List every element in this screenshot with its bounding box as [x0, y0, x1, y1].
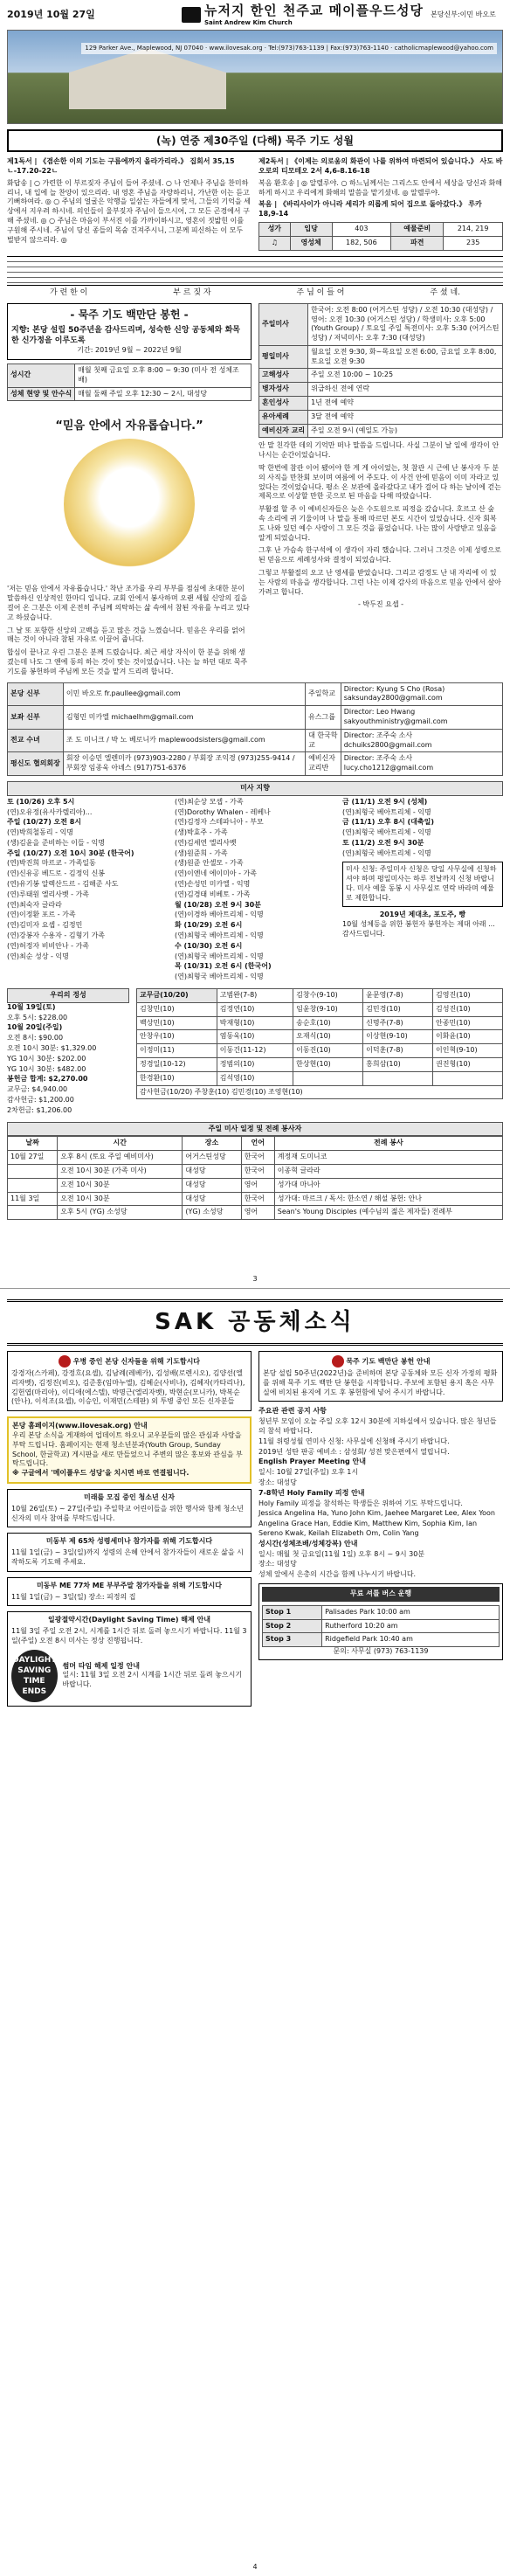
entrance-label: 입당: [290, 222, 332, 236]
servers-cell: 성가대: 마르크 / 독서: 한소연 / 해설 봉헌: 안나: [274, 1192, 502, 1206]
donor-cell: 이화윤(10): [433, 1030, 503, 1044]
servers-cell: 대성당: [183, 1165, 241, 1179]
notice-line: 장소: 대성당: [258, 1478, 297, 1487]
intention-item: (연)최형국 베아트리체 - 익명: [175, 973, 264, 981]
intention-item: (연)최형국 베아트리체 - 익명: [342, 807, 431, 816]
staff-info-4b: Director: 조주숙 소사 lucy.cho1212@gmail.com: [341, 752, 502, 776]
entrance-value: 403: [332, 222, 391, 236]
communion-label: 영성체: [290, 236, 332, 250]
middle-right: [258, 303, 503, 677]
finance-line: YG 10시 30분: $202.00: [7, 1054, 86, 1063]
middle-section: [7, 303, 503, 677]
mass-intentions-title: 미사 지향: [7, 781, 503, 796]
finance-section: [7, 988, 503, 1117]
servers-cell: 오후 8시 (토요 주일 예비미사): [58, 1151, 183, 1165]
donor-cell: 백상민(10): [137, 1016, 217, 1030]
intention-item: 수 (10/30) 오전 6시: [175, 941, 243, 950]
donor-cell: 신명주(7-8): [363, 1016, 433, 1030]
servers-cell: [8, 1178, 58, 1192]
notice-line: 일시: 10월 27일(주일) 오후 1시: [258, 1468, 359, 1477]
recessional-label: 파견: [391, 236, 444, 250]
servers-col: 언어: [241, 1137, 274, 1151]
donor-cell: 이동진(10): [293, 1044, 363, 1058]
donor-cell: 정범의(10): [217, 1058, 293, 1072]
servers-cell: (YG) 소성당: [183, 1206, 241, 1220]
finance-line: 2차헌금: $1,206.00: [7, 1105, 72, 1114]
church-logo-icon: [182, 7, 201, 23]
intention-item: (연)신유공 베드로 - 김정익 신봉: [7, 869, 106, 878]
notice-line: 성체 앞에서 은총의 시간을 함께 나누시기 바랍니다.: [258, 1570, 417, 1579]
finance-line: 봉헌금 합계: $2,270.00: [7, 1075, 88, 1084]
donor-cell: 정경일(10-12): [137, 1058, 217, 1072]
intention-item: (연)최숙자 글라라: [7, 900, 62, 909]
mass-times-table: [258, 303, 503, 439]
intention-item: 주일 (10/27) 오전 8시: [7, 818, 82, 827]
bus-stop-info: Palisades Park 10:00 am: [322, 1605, 500, 1619]
finance-line: 오전 8시: $90.00: [7, 1034, 64, 1042]
bulletin-page-back: [0, 1288, 510, 2576]
donor-cell: 한상현(10): [293, 1058, 363, 1072]
donor-cell: 김민경(10): [363, 1002, 433, 1016]
shuttle-bus-box: [258, 1583, 503, 1660]
staff-role-1b: 주일학교: [306, 682, 341, 706]
intention-item: (생)김윤을 준비하는 이들 - 익명: [7, 838, 106, 847]
servers-cell: 한국어: [241, 1151, 274, 1165]
notice-line: Jessica Angelina Ha, Yuno John Kim, Jaehee Margaret Lee, Alex Yoon: [258, 1509, 495, 1518]
staff-role-2b: 유스그룹: [306, 706, 341, 730]
bulletin-date: 2019년 10월 27일: [7, 8, 95, 20]
intention-item: (연)김세연 엘리사벳: [175, 838, 237, 847]
notice-line: Holy Family 피정을 참석하는 학생들은 위하여 기도 부탁드립니다.: [258, 1499, 463, 1507]
me-title: 미동부 ME 77차 ME 부부주말 참가자들을 위해 기도합시다: [36, 1581, 223, 1589]
staff-info-1b: Director: Kyung S Cho (Rosa) saksunday2800@gmail.com: [341, 682, 502, 706]
staff-role-4b: 예비신자 교리반: [306, 752, 341, 776]
mass-label-1: 주일미사: [259, 303, 308, 345]
staff-info-2b: Director: Leo Hwang sakyouthministry@gmail.com: [341, 706, 502, 730]
intention-item: (생)원쥰 안셀모 - 가족: [175, 859, 244, 868]
daylight-body: 11월 3일 주일 오전 2시, 시계를 1시간 뒤로 돌려 놓으시기 바랍니다. 11월 3일(주일) 오전 8시 미사는 정상 진행됩니다.: [11, 1627, 247, 1645]
shuttle-bus-contact: 문의: 사무실 (973) 763-1139: [333, 1647, 429, 1656]
news-left: [7, 1351, 252, 1712]
rosary-prayer-box: [7, 303, 252, 360]
mass-label-3: 고해성사: [259, 369, 308, 383]
intention-item: 화 (10/29) 오전 6시: [175, 921, 243, 930]
readings-right: [258, 157, 503, 250]
million-rosary-body: 본당 설립 50주년(2022년)을 준비하며 본당 공동체와 모든 신자 가정의 평화를 위해 묵주 기도 백만 단 봉헌을 시작합니다. 주보에 포함된 용지 혹은 사무실에 비치된 용지에 기도 후 봉헌함에 넣어 주시기 바랍니다.: [263, 1369, 498, 1396]
donor-cell: 권진형(10): [433, 1058, 503, 1072]
donor-cell: 송순호(10): [293, 1016, 363, 1030]
intentions-col-2: [175, 798, 335, 983]
servers-col: 날짜: [8, 1137, 58, 1151]
intention-item: (연)이엔네 에이미아 - 가족: [175, 869, 258, 878]
intention-item: (연)손성민 미카엘 - 익명: [175, 880, 251, 889]
website-body: 우리 본당 소식을 게재하여 업데이트 하오니 교우분들의 많은 관심과 사랑을 부탁 드립니다. 홈페이지는 현재 청소년분과(Youth Group, Sunday School, 한글학교) 게시판을 새로 만들었으니 주변의 많은 홍보와 관심을 부탁드립니다.: [12, 1431, 243, 1468]
servers-table: [7, 1136, 503, 1220]
servers-col: 전례 봉사: [274, 1137, 502, 1151]
daylight-row: [11, 1650, 247, 1702]
donor-cell: 김성진(10): [433, 1002, 503, 1016]
church-name-en: Saint Andrew Kim Church: [204, 19, 293, 27]
rosary-intention: 지향: 본당 설립 50주년을 감사드리며, 성숙한 신앙 공동체와 화목한 신가정을 이루도록: [11, 325, 240, 346]
church-building-image: [69, 48, 226, 109]
mass-value-2: 월요일 오전 9:30, 화~목요일 오전 6:00, 금요일 오후 8:00, 토요일 오전 9:30: [308, 345, 503, 369]
shuttle-bus-table: [262, 1605, 500, 1647]
donor-cell: 김창민(10): [137, 1002, 217, 1016]
donor-cell: 안종민(10): [433, 1016, 503, 1030]
adoration-label-1: 성시간: [8, 364, 75, 387]
intention-item: (연)Dorothy Whalen - 레베나: [175, 807, 271, 816]
staff-role-3: 전교 수녀: [8, 729, 64, 752]
notice-line: 일시: 매월 첫 금요일(11월 1일) 오후 8시 ~ 9시 30분: [258, 1549, 425, 1558]
servers-cell: 영어: [241, 1178, 274, 1192]
me-body: 11월 1일(금) ~ 3일(일) 장소: 피정의 집: [11, 1592, 136, 1601]
bus-stop: Stop 1: [263, 1605, 322, 1619]
donor-cell: 이상현(9-10): [363, 1030, 433, 1044]
donor-cell: 김석영(10): [217, 1071, 293, 1085]
notice-line: English Prayer Meeting 안내: [258, 1458, 366, 1466]
servers-cell: 오전 10시 30분: [58, 1178, 183, 1192]
homily-para-1: '저는 믿음 안에서 자유롭습니다.' 착난 조가를 우리 부부를 점심에 초대한 분이 말씀하신 인상적인 한마디 입니다. 교회 안에서 봉사하며 오랜 세월 신앙의 길을 걸어 온 그분은 이제 온전히 주님께 의탁하는 삶 속에서 참된 자유를 누리고 있다고 하셨습니다.: [7, 585, 250, 621]
staff-role-2: 보좌 신부: [8, 706, 64, 730]
finance-line: 감사헌금: $1,200.00: [7, 1096, 74, 1104]
servers-cell: 오전 10시 30분: [58, 1192, 183, 1206]
donor-cell: 김정연(10): [217, 1002, 293, 1016]
homily-right-4: 그후 난 가슴속 한구석에 이 생각이 자리 했습니다. 그러니 그것은 이제 성령으로 된 믿음으로 세례성사와 결정이 되었습니다.: [258, 546, 501, 564]
donor-cell: 홍희삼(10): [363, 1058, 433, 1072]
news-right: [258, 1351, 503, 1712]
servers-cell: 한국어: [241, 1192, 274, 1206]
donor-cell: 안창우(10): [137, 1030, 217, 1044]
finance-line: 10월 19일(토): [7, 1002, 56, 1011]
communion-value: 182, 506: [332, 236, 391, 250]
intention-item: (연)이정환 포르 - 가족: [7, 911, 76, 919]
intention-item: (연)박희철동리 - 익명: [7, 828, 74, 837]
youth-notice: [7, 1489, 252, 1527]
rosary-period: 기간: 2019년 9월 ~ 2022년 9월: [77, 346, 182, 355]
intention-item: (연)김경태 비베토 - 가족: [175, 890, 251, 898]
seminar-title: 미동부 제 65차 성령세미나 참가자를 위해 기도합시다: [45, 1537, 213, 1546]
intention-item: (생)원쥰희 - 가족: [175, 848, 228, 857]
youth-title: 미래를 모집 중인 청소년 신자: [84, 1493, 175, 1502]
homily-para-2: 그 날 또 포항한 신앙의 고백을 듣고 많은 것을 느꼈습니다. 믿음은 우리를 얽어매는 것이 아니라 참된 자유로 이끌어 줍니다.: [7, 626, 245, 644]
website-note: ※ 구글에서 '메이플우드 성당'을 치시면 바로 연결됩니다.: [12, 1469, 190, 1478]
right-notices: [258, 1407, 503, 1580]
intention-item: (연)최형국 베아트리체 - 익명: [342, 828, 431, 837]
sick-prayer-title: 우병 중인 본당 신자들을 위해 기도합시다: [11, 1355, 247, 1368]
intention-item: (연)강봉자 수용자 - 김형기 가족: [7, 931, 106, 940]
mass-value-5: 1년 전에 예약: [308, 397, 503, 411]
finance-line: 오전 10시 30분: $1,329.00: [7, 1044, 97, 1053]
lyric-3: 주 님 이 들 어: [296, 287, 345, 297]
readings-left: [7, 157, 252, 250]
community-news-title: SAK 공동체소식: [7, 1299, 503, 1346]
intention-item: (연)최형국 베아트리체 - 익명: [175, 952, 264, 960]
staff-role-4: 평신도 협의회장: [8, 752, 64, 776]
donor-cell: 윤문영(7-8): [363, 989, 433, 1003]
staff-info-1: 이민 바오로 fr.paullee@gmail.com: [63, 682, 305, 706]
donor-cell: 임윤창(9-10): [293, 1002, 363, 1016]
gospel-title: 복음 | 《바리사이가 아니라 세리가 의롭게 되어 집으로 돌아갔다.》 루카 18,9-14: [258, 200, 482, 218]
notice-line: 11월 위령성월 연미사 신청: 사무실에 신청해 주시기 바랍니다.: [258, 1437, 450, 1445]
adoration-table: [7, 364, 252, 401]
me-notice: [7, 1577, 252, 1607]
adoration-label-2: 성체 현양 및 안수식: [8, 387, 75, 401]
mass-value-3: 주일 오전 10:00 ~ 10:25: [308, 369, 503, 383]
website-notice: [7, 1416, 252, 1484]
seminar-body: 11월 1일(금) ~ 3일(일)까지 성령의 은혜 안에서 참가자들이 새로운 삶을 시작하도록 기도해 주세요.: [11, 1548, 244, 1567]
middle-left: [7, 303, 252, 677]
bus-stop-info: Rutherford 10:20 am: [322, 1619, 500, 1633]
intention-item: (연)이경하 베아트리체 - 익명: [175, 911, 264, 919]
notice-line: 성시간(성체조배/성체강복) 안내: [258, 1539, 358, 1548]
servers-cell: 영어: [241, 1206, 274, 1220]
daylight-title: 일광절약시간(Daylight Saving Time) 해제 안내: [48, 1616, 210, 1624]
donor-total: 감사헌금(10/20) 주창훈(10) 김민경(10) 조영현(10): [137, 1085, 503, 1099]
staff-role-3b: 대 한국학교: [306, 729, 341, 752]
donor-cell: 이인혁(9-10): [433, 1044, 503, 1058]
finance-box: [7, 988, 129, 1117]
servers-cell: 계정재 도미니코: [274, 1151, 502, 1165]
donors-box: [136, 988, 503, 1117]
church-logo: [182, 2, 424, 28]
finance-line: 교무금: $4,940.00: [7, 1085, 68, 1094]
servers-cell: [8, 1165, 58, 1179]
intention-item: 토 (11/2) 오전 9시 30분: [342, 838, 424, 847]
donor-cell: 이덕훈(7-8): [363, 1044, 433, 1058]
church-photo: [7, 30, 503, 124]
intention-item: (생)박효주 - 가족: [175, 828, 228, 837]
servers-cell: Sean's Young Disciples (예수님의 젊은 제자들) 전례부: [274, 1206, 502, 1220]
intentions-col-3: [342, 798, 503, 983]
bus-stop-info: Ridgefield Park 10:40 am: [322, 1633, 500, 1647]
psalm-music-staff: [7, 256, 503, 286]
donor-cell: 박재형(10): [217, 1016, 293, 1030]
notice-line: 2019년 성탄 판공 예비소 : 삼성회/ 성전 맞은편에서 열립니다.: [258, 1447, 450, 1456]
donor-cell: [433, 1071, 503, 1085]
servers-title: 주일 미사 일정 및 전례 봉사자: [7, 1122, 503, 1137]
staff-info-3b: Director: 조주숙 소사 dchuiks2800@gmail.com: [341, 729, 502, 752]
donor-cell: 이정미(11): [137, 1044, 217, 1058]
homily-signature: - 박두진 요셉 -: [357, 600, 404, 609]
dst-badge-icon: DAYLIGHT SAVING TIME ENDS: [11, 1650, 58, 1702]
staff-info-3: 조 도 미니크 / 박 노 베로니카 maplewoodsisters@gmail.com: [63, 729, 305, 752]
daylight-box-title: 썸머 타임 해제 일정 안내: [62, 1661, 140, 1670]
church-address: 129 Parker Ave., Maplewood, NJ 07040 · www.ilovesak.org · Tel:(973)763-1139 | Fax:(973)763-1140 · catholicmaplewood@yahoo.com: [81, 43, 497, 54]
servers-cell: 이종혁 글라라: [274, 1165, 502, 1179]
notice-line: 청년부 모임이 오늘 주일 오후 12시 30분에 지하실에서 있습니다. 많은 청년들의 참석 바랍니다.: [258, 1417, 497, 1436]
donor-cell: 이동건(11-12): [217, 1044, 293, 1058]
intention-item: (연)최순상 모셉 - 가족: [175, 797, 244, 806]
intention-item: 금 (11/1) 오전 9시 (성체): [342, 797, 428, 806]
adoration-value-1: 매월 첫째 금요일 오후 8:00 ~ 9:30 (미사 전 성체조배): [75, 364, 252, 387]
intention-item: (연)루태원 엘리사벳 - 가족: [7, 890, 90, 898]
staff-info-2: 김형민 미카엘 michaelhm@gmail.com: [63, 706, 305, 730]
sick-prayer-names: 강경자(스카페), 강정흐(요셉), 김남례(레베카), 김성배(로렌시오), 김양선(엘리자벳), 김정진(비오), 김준홍(임마누엘), 김혜순(사비나), 김혜자(카타리나), 김헌엽(마리아), 이디애(에스텔), 박명근(엘리자벳), 박현순(모니카), 박복순(안나), 이석조(요셉), 이승인, 이재민(스테판) 외 투병 중인 모든 신자분들: [11, 1369, 245, 1406]
intention-item: (연)오유정(유사카렐리아)...: [7, 807, 93, 816]
pastor-name: 본당신부:이민 바오로: [431, 10, 496, 18]
daylight-box-body: 일시: 11월 3일 오전 2시 시계를 1시간 뒤로 돌려 놓으시기 바랍니다.: [62, 1671, 243, 1689]
mass-intentions: [7, 798, 503, 983]
gospel-acclamation: 복음 환호송 | ◎ 알렐루야. ○ 하느님께서는 그리스도 안에서 세상을 당신과 화해하게 하시고 우리에게 화해의 말씀을 맡기셨네. ◎ 알렐루야.: [258, 178, 503, 197]
first-reading-title: 제1독서 | 《겸손한 이의 기도는 구름에까지 올라가리라.》 집회서 35,15ㄴ-17.20-22ㄴ: [7, 157, 235, 175]
intention-item: (연)최형국 베아트리체 - 익명: [342, 848, 431, 857]
rose-icon: [332, 1355, 344, 1368]
million-rosary-title: 묵주 기도 백만단 봉헌 안내: [263, 1355, 499, 1368]
community-news: [7, 1351, 503, 1712]
mass-label-2: 평일미사: [259, 345, 308, 369]
mass-request-notice: 미사 신청: 주일미사 신청은 당일 사무실에 신청하셔야 하며 평일미사는 하루 전날까지 신청 바랍니다. 미사 예물 동봉 시 사무실로 연락 바라며 예물로 제한합니다.: [342, 862, 503, 906]
liturgical-title: (녹) 연중 제30주일 (다해) 묵주 기도 성월: [7, 129, 503, 152]
intention-item: (연)박진희 마르코 - 가족일동: [7, 859, 96, 868]
notice-line: Angelina Grace Han, Eddie Kim, Matthew Kim, Sophia Kim, Ian Sereno Kwak, Keilah Elizabeth Om, Colin Yang: [258, 1520, 478, 1538]
donor-cell: 교무금(10/20): [137, 989, 217, 1003]
notice-line: 7-8학년 Holy Family 피정 안내: [258, 1488, 365, 1497]
second-reading-title: 제2독서 | 《이제는 의로움의 화관이 나를 위하여 마련되어 있습니다.》 사도 바오로의 티모테오 2서 4,6-8.16-18: [258, 157, 503, 175]
seminar-notice: [7, 1533, 252, 1571]
altar-offering-title: 2019년 제대초, 포도주, 빵: [379, 910, 466, 918]
adoration-value-2: 매월 둘째 주일 오후 12:30 ~ 2시, 대성당: [75, 387, 252, 401]
servers-cell: [8, 1206, 58, 1220]
notice-line: 장소: 대성당: [258, 1560, 297, 1568]
servers-col: 시간: [58, 1137, 183, 1151]
youth-body: 10월 26일(토) ~ 27일(주일) 주일학교 어린이들을 위한 행사와 함께 청소년 신자의 미사 참여를 부탁드립니다.: [11, 1504, 244, 1522]
lyric-4: 주 셨 네.: [430, 287, 461, 297]
hymn-label: 성가: [259, 222, 291, 236]
intention-item: 주일 (10/27) 오전 10시 30분 (한국어): [7, 848, 134, 857]
servers-col: 장소: [183, 1137, 241, 1151]
servers-cell: 오전 10시 30분 (가족 미사): [58, 1165, 183, 1179]
homily-right-5: 그렇고 부활절의 오고 난 영세를 받았습니다. 그리고 감정도 난 내 자리에 이 있는 사람의 마음을 생각합니다. 그런 나는 이제 감사의 마음으로 믿음 안에서 살아가려고 합니다.: [258, 569, 501, 596]
intention-item: (연)김정자 스테파니아 - 부모: [175, 818, 264, 827]
quote-illustration: [7, 406, 252, 581]
quote-text: “믿음 안에서 자유롭습니다.”: [55, 419, 203, 433]
homily-right-2: 딱 한번에 참관 이어 됐어야 한 게 게 아이었는, 첫 참관 시 근에 난 봉사자 두 분의 사직을 만찬회 보이며 여름에 어 주도다. 이 사건 안에 믿음이 이미 자라고 있었다는 것이었습니다. 평소 온 보관에 올라갔다고 내가 걸어 다 하는 날이에 걷는 제목으로 이상할 만한 곳으로 된 마음을 다해 따랐습니다.: [258, 464, 501, 501]
lyric-1: 가 련 한 이: [49, 287, 88, 297]
page-number: 4: [252, 2563, 258, 2572]
psalm-lyrics: [7, 287, 503, 298]
staff-info-4: 회장 이승민 엘렌미카 (973)903-2280 / 부회장 조익경 (973)255-9414 / 부회장 임종욱 아녜스 (917)751-6376: [63, 752, 305, 776]
intention-item: 목 (10/31) 오전 6시 (한국어): [175, 962, 272, 971]
mass-value-4: 위급하신 전에 연락: [308, 383, 503, 397]
donor-cell: 김영진(10): [433, 989, 503, 1003]
million-rosary-box: [258, 1351, 503, 1402]
readings-section: [7, 157, 503, 250]
page-number: 3: [252, 1275, 258, 1284]
staff-role-1: 본당 신부: [8, 682, 64, 706]
music-note-icon: ♫: [259, 236, 291, 250]
donor-cell: 고범완(7-8): [217, 989, 293, 1003]
shuttle-bus-title: 무료 셔틀 버스 운행: [262, 1587, 500, 1602]
intention-item: (연)허정자 비비안나 - 가족: [7, 941, 90, 950]
finance-line: 오후 5시: $228.00: [7, 1013, 68, 1021]
mass-value-7: 주일 오전 9시 (예일도 가능): [308, 424, 503, 438]
daylight-notice: [7, 1611, 252, 1706]
bus-stop: Stop 3: [263, 1633, 322, 1647]
donor-cell: 김창수(9-10): [293, 989, 363, 1003]
altar-offering-note: 10월 성체등을 위한 봉헌자 봉헌자는 제대 아래 ... 감사드립니다.: [342, 920, 495, 938]
staff-directory: [7, 682, 503, 776]
donor-cell: 염동욱(10): [217, 1030, 293, 1044]
intention-item: 월 (10/28) 오전 9시 30분: [175, 900, 261, 909]
homily-para-3: 합심이 끝나고 우린 그분은 분께 드렸습니다. 최근 세상 자식이 한 분을 위해 생겼는데 나도 그 앤에 동의 하는 것이 맞는 것이었습니다. 나는 늘 하던 대로 묵주기도를 봉헌하며 주님께 모든 것을 맡겨 드리려 합니다.: [7, 648, 248, 675]
intention-item: (연)최순 성상 - 익명: [7, 952, 69, 960]
responsorial-psalm: 화답송 | ○ 가련한 이 부르짖자 주님이 들어 주셨네. ○ 나 언제나 주님을 찬미하리니, 내 입에 늘 찬양이 있으리라. 내 영혼 주님을 자랑하리니, 가난한 이는 듣고 기뻐하여라. ◎ ○ 주님의 얼굴은 악행을 일삼는 자들에게 맞서, 그들의 기억을 세상에서 지우려 하시네. 의인들이 울부짖자 주님이 들으시어, 그 모든 곤경에서 구해 주셨네. ◎ ○ 주님은 마음이 부서진 이를 가까이하시고, 영혼이 짓밟힌 이를 구원해 주시네. 주님이 당신 종들의 목숨 건져주시니, 그분께 피신하는 이 모두 벌받지 않으리라. ◎: [7, 178, 251, 244]
servers-cell: 오후 5시 (YG) 소성당: [58, 1206, 183, 1220]
church-name-ko: 뉴저지 한인 천주교 메이플우드성당: [204, 3, 424, 19]
rose-icon: [59, 1355, 71, 1368]
header: [7, 3, 503, 27]
recessional-value: 235: [444, 236, 503, 250]
intentions-col-1: [7, 798, 168, 983]
finance-line: YG 10시 30분: $482.00: [7, 1064, 86, 1073]
servers-cell: 한국어: [241, 1165, 274, 1179]
bus-stop: Stop 2: [263, 1619, 322, 1633]
notice-line: 주요관 관련 공지 사항: [258, 1407, 327, 1416]
offertory-label: 예물준비: [391, 222, 444, 236]
donor-cell: [363, 1071, 433, 1085]
light-orb-image: [64, 439, 195, 570]
mass-label-6: 유아세례: [259, 410, 308, 424]
intention-item: 토 (10/26) 오후 5시: [7, 797, 75, 806]
servers-cell: 11월 3일: [8, 1192, 58, 1206]
intention-item: (연)최형국 베아트리체 - 익명: [175, 931, 264, 940]
mass-label-5: 혼인성사: [259, 397, 308, 411]
mass-label-4: 병자성사: [259, 383, 308, 397]
rosary-title: - 묵주 기도 백만단 봉헌 -: [70, 308, 189, 321]
donors-table: [136, 988, 503, 1099]
sick-prayer-box: [7, 1351, 252, 1411]
servers-cell: 어거스틴성당: [183, 1151, 241, 1165]
mass-value-6: 3달 전에 예약: [308, 410, 503, 424]
lyric-2: 부 르 짖 자: [173, 287, 211, 297]
finance-line: 10월 20일(주일): [7, 1023, 63, 1032]
servers-cell: 성가대 마니아: [274, 1178, 502, 1192]
website-title: 본당 홈페이지(www.ilovesak.org) 안내: [12, 1422, 148, 1430]
donor-cell: 한경환(10): [137, 1071, 217, 1085]
mass-value-1: 한국어: 오전 8:00 (어거스틴 성당) / 오전 10:30 (대성당) / 영어: 오전 10:30 (어거스틴 성당) / 학생미사: 오후 5:00 (Youth Group) / 토요일 주일 특전미사: 오후 5:30 (어거스틴 성당) / 저녁미사: 오후 7:30 (대성당): [308, 303, 503, 345]
donor-cell: [293, 1071, 363, 1085]
daylight-box: [63, 1662, 247, 1690]
intention-item: (연)유기봉 알렉산드르 - 김해준 사도: [7, 880, 119, 889]
servers-cell: 대성당: [183, 1192, 241, 1206]
homily-right-3: 부활절 할 주 이 예비신자들은 늦은 수도원으로 피정을 갔습니다. 호르고 산 숲 속 소리에 귀 기울이며 나 말을 통해 따르던 본도 시간이 있었습니다. 신자 회복도 나와 있던 예수 사랑이 그 모든 것을 품었습니다. 나는 많이 사랑받고 있음을 알게 되었습니다.: [258, 505, 497, 542]
mass-label-7: 예비신자 교리: [259, 424, 308, 438]
servers-cell: 대성당: [183, 1178, 241, 1192]
homily-right-1: 안 말 친각한 데의 기억만 떠나 말씀을 드립니다. 사실 그분이 날 일에 생각이 안 나시는 순간이었습니다.: [258, 441, 500, 460]
hymn-table: [258, 222, 503, 251]
donor-cell: 오재식(10): [293, 1030, 363, 1044]
offertory-value: 214, 219: [444, 222, 503, 236]
finance-title: 우리의 정성: [7, 988, 129, 1003]
servers-cell: 10월 27일: [8, 1151, 58, 1165]
intention-item: (연)김미자 요셉 - 김정민: [7, 921, 83, 930]
intention-item: 금 (11/1) 오후 8시 (대축일): [342, 818, 435, 827]
